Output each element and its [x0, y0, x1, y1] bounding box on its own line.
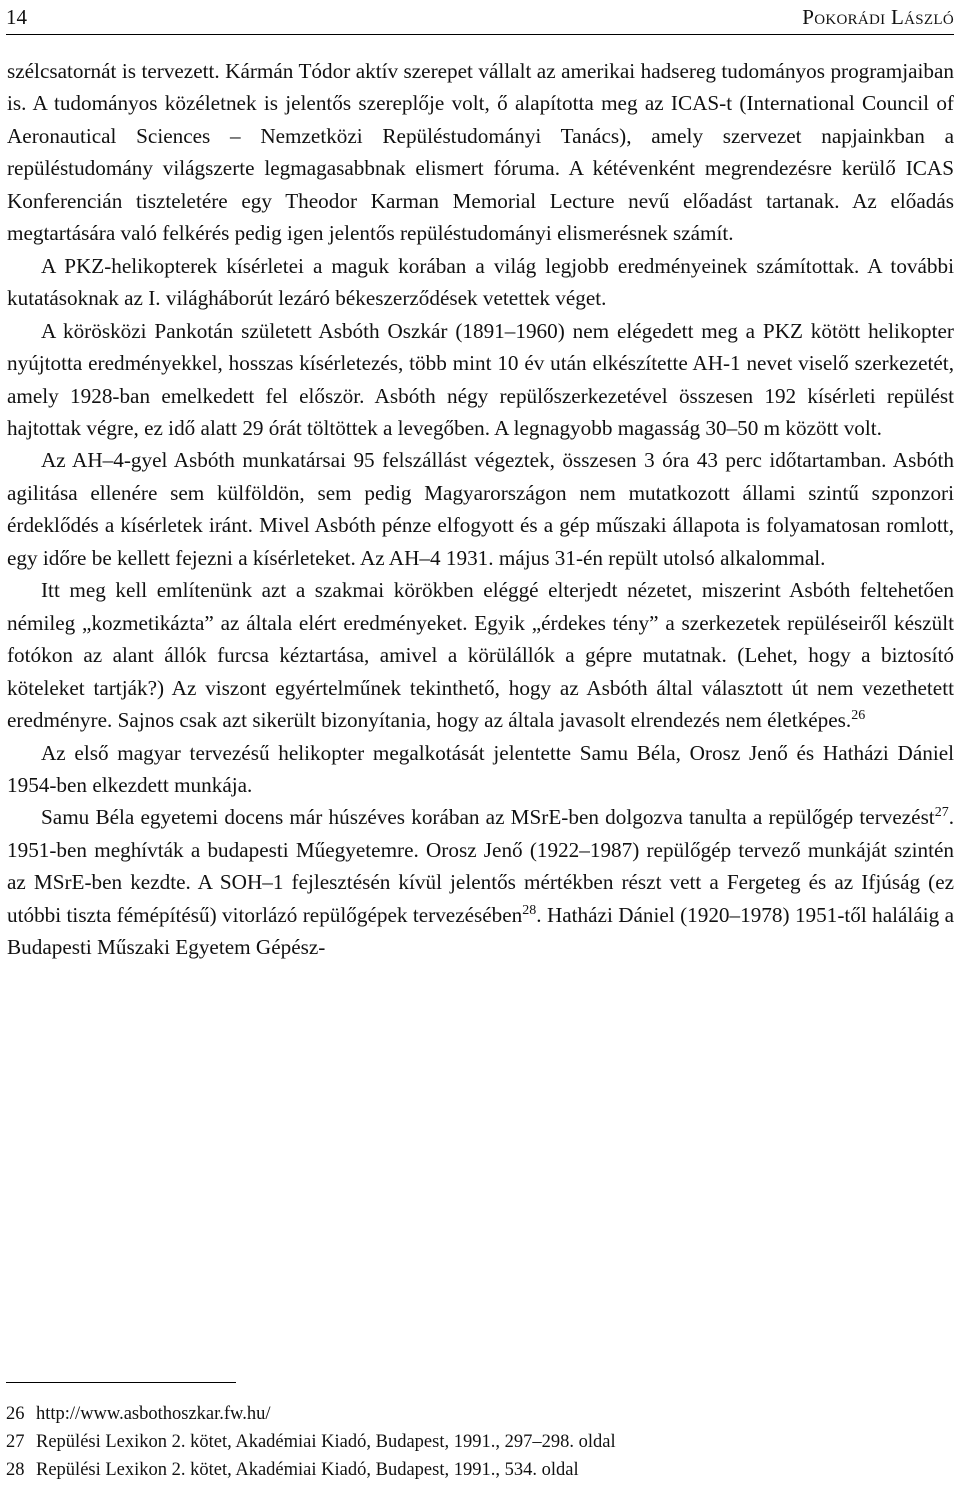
footnote-ref-26[interactable]: 26 [851, 708, 866, 724]
running-head-author: Pokorádi László [802, 5, 954, 29]
footnote-text[interactable]: http://www.asbothoszkar.fw.hu/ [36, 1404, 271, 1424]
paragraph-text: . 1951-ben meghívták a budapesti Műegyetemre. Orosz Jenő (1922–1987) repülőgép tervező munkáját szintén az MSrE-ben kezdte. A SOH–1 fejlesztésén kívül jelentős mértékben részt vett a Fergeteg és az Ifjúság (ez utóbbi tiszta fémépítésű) vitorlázó repülőgépek tervezésében [7, 805, 954, 927]
footnotes [6, 1400, 946, 1484]
footnote-ref-28[interactable]: 28 [522, 902, 537, 918]
footnote-text: Repülési Lexikon 2. kötet, Akadémiai Kiadó, Budapest, 1991., 534. oldal [36, 1460, 579, 1480]
paragraph: Az első magyar tervezésű helikopter megalkotását jelentette Samu Béla, Orosz Jenő és Hatházi Dániel 1954-ben elkezdett munkája. [7, 740, 954, 797]
body-text [7, 55, 954, 964]
footnote [6, 1400, 946, 1428]
footnote-number: 28 [6, 1460, 25, 1480]
footnote-number: 27 [6, 1432, 25, 1452]
footnote-divider [6, 1382, 236, 1383]
paragraph-with-footnote [7, 574, 954, 736]
paragraph: A PKZ-helikopterek kísérletei a maguk korában a világ legjobb eredményeinek számítottak. A további kutatásoknak az I. világháborút lezáró békeszerződések vetettek véget. [7, 253, 954, 311]
page-header [6, 0, 954, 35]
footnote [6, 1428, 946, 1456]
paragraph: szélcsatornát is tervezett. Kármán Tódor aktív szerepet vállalt az amerikai hadsereg tudományos programjaiban is. A tudományos közéletnek is jelentős szereplője volt, ő alapította meg az ICAS-t (International Council of Aeronautical Sciences – Nemzetközi Repüléstudományi Tanács), amely szervezet napjainkban a repüléstudomány világszerte legmagasabbnak elismert fóruma. A kétévenként megrendezésre kerülő ICAS Konferencián tiszteletére egy Theodor Karman Memorial Lecture nevű előadást tartanak. Az előadás megtartására való felkérés pedig igen jelentős repüléstudományi elismerésnek számít. [7, 59, 954, 246]
paragraph-text: Itt meg kell említenünk azt a szakmai körökben eléggé elterjedt nézetet, miszerint Asbóth feltehetően némileg „kozmetikázta” az általa elért eredményeket. Egyik „érdekes tény” a szerkezetek repüléseiről készült fotókon az alant állók furcsa kéztartása, amivel a körülállók a gépre mutatnak. (Lehet, hogy a biztosító köteleket tartják?) Az viszont egyértelműnek tekinthető, hogy az Asbóth által választott út nem vezethetett eredményre. Sajnos csak azt sikerült bizonyítania, hogy az általa javasolt elrendezés nem életképes. [7, 578, 954, 733]
paragraph: A körösközi Pankotán született Asbóth Oszkár (1891–1960) nem elégedett meg a PKZ kötött helikopter nyújtotta eredményekkel, hosszas kísérletezés, több mint 10 év után elkészítette AH-1 nevet viselő szerkezetét, amely 1928-ban emelkedett fel először. Asbóth négy repülőszerkezetével összesen 192 kísérleti repülést hajtottak végre, ez idő alatt 29 órát töltöttek a levegőben. A legnagyobb magasság 30–50 m között volt. [7, 318, 954, 440]
paragraph-text: Samu Béla egyetemi docens már húszéves korában az MSrE-ben dolgozva tanulta a repülőgép tervezést [41, 805, 935, 830]
footnote-number: 26 [6, 1404, 25, 1424]
paragraph: Az AH–4-gyel Asbóth munkatársai 95 felszállást végeztek, összesen 3 óra 43 perc időtartamban. Asbóth agilitása ellenére sem külföldön, sem pedig Magyarországon nem mutatkozott állami szintű szponzori érdeklődés a kísérletek iránt. Mivel Asbóth pénze elfogyott és a gép műszaki állapota is folyamatosan romlott, egy időre be kellett fejezni a kísérleteket. Az AH–4 1931. május 31-én repült utolsó alkalommal. [7, 448, 954, 570]
paragraph-with-footnotes [7, 801, 954, 963]
footnote [6, 1456, 946, 1484]
page-number: 14 [6, 5, 27, 29]
footnote-text: Repülési Lexikon 2. kötet, Akadémiai Kiadó, Budapest, 1991., 297–298. oldal [36, 1432, 616, 1452]
paragraph-text: . Hatházi Dániel (1920–1978) 1951-től haláláig a Budapesti Műszaki Egyetem Gépész- [7, 902, 954, 960]
footnote-ref-27[interactable]: 27 [934, 805, 949, 821]
